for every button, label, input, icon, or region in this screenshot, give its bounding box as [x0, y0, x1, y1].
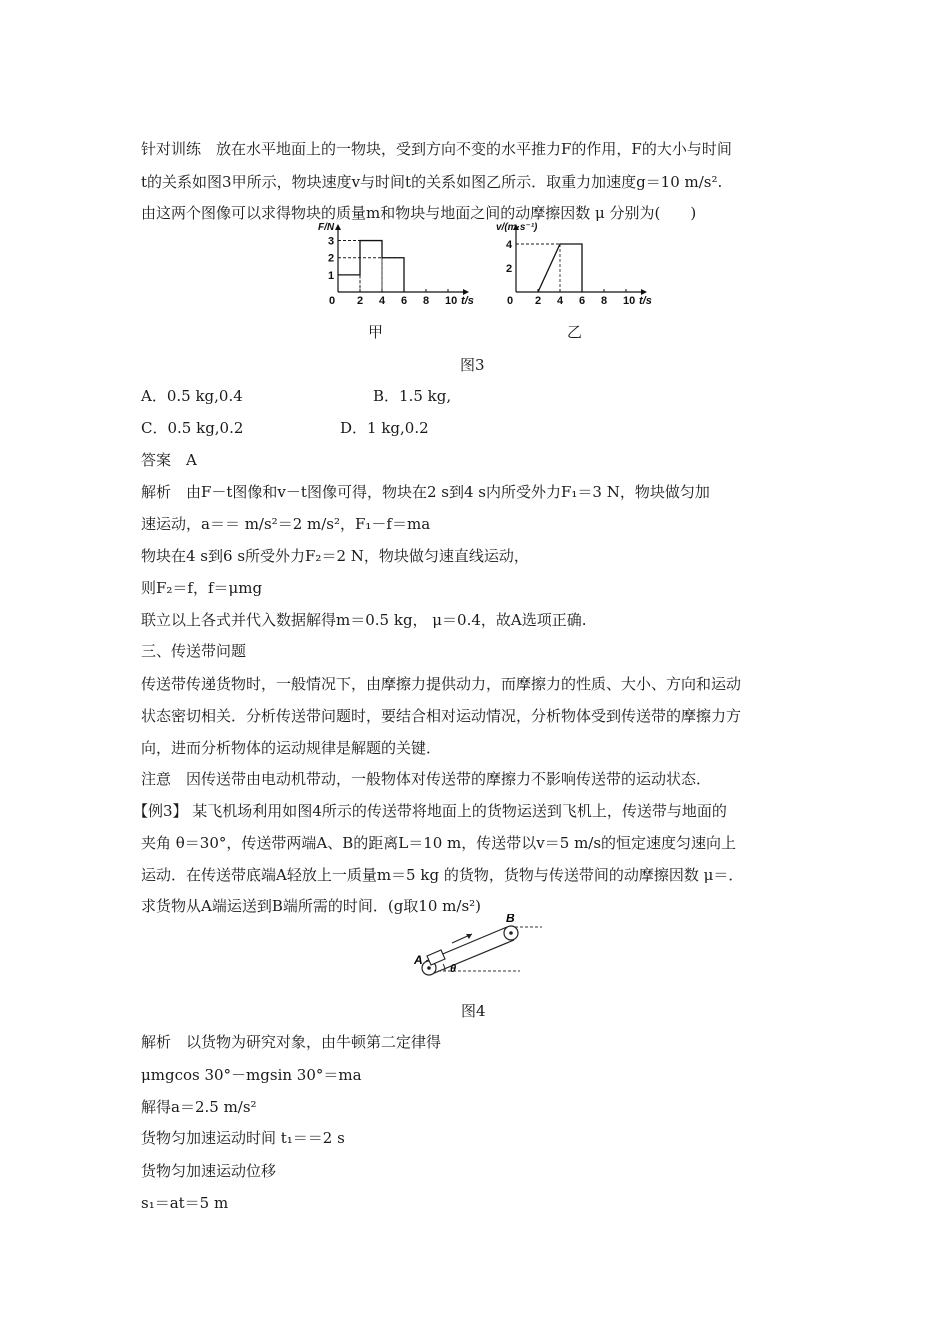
- belt-para-line1: 传送带传递货物时，一般情况下，由摩擦力提供动力，而摩擦力的性质、大小、方向和运动: [141, 675, 742, 693]
- series-line: [338, 241, 404, 292]
- x-tick-label: 8: [601, 295, 608, 307]
- conveyor-belt-diagram: [410, 914, 550, 986]
- y-tick-label: 1: [328, 269, 335, 282]
- y-tick-label: 2: [506, 263, 513, 275]
- x-tick-label: 10: [445, 295, 458, 307]
- x-tick-label: 2: [535, 295, 542, 307]
- y-tick-label: 3: [328, 235, 335, 248]
- option-c: C．0.5 kg,0.2: [141, 419, 244, 437]
- example3-line4: 求货物从A端运送到B端所需的时间．(g取10 m/s²): [141, 897, 482, 915]
- example3-line1: 【例3】 某飞机场利用如图4所示的传送带将地面上的货物运送到飞机上，传送带与地面的: [133, 802, 727, 820]
- para1-line2: t的关系如图3甲所示，物块速度v与时间t的关系如图乙所示．取重力加速度g＝10 m/s².: [141, 173, 723, 191]
- analysis2-line4: 货物匀加速运动时间 t₁＝＝2 s: [141, 1129, 345, 1147]
- x-tick-label: 6: [401, 295, 408, 307]
- y-axis-label: F/N: [318, 222, 335, 233]
- fig3-label-yi: 乙: [567, 323, 583, 341]
- analysis1-line2: 速运动，a＝＝ m/s²＝2 m/s²，F₁－f＝ma: [141, 515, 431, 533]
- y-tick-label: 2: [328, 252, 335, 265]
- analysis1-line4: 则F₂＝f，f＝μmg: [141, 579, 263, 597]
- x-tick-label: 2: [357, 295, 364, 307]
- chart-f-t: [300, 222, 480, 308]
- example3-line3: 运动．在传送带底端A轻放上一质量m＝5 kg 的货物，货物与传送带间的动摩擦因数 μ＝．: [141, 866, 744, 884]
- x-tick-label: 6: [579, 295, 586, 307]
- y-tick-label: 4: [506, 239, 513, 251]
- analysis2-line2: μmgcos 30°－mgsin 30°＝ma: [141, 1066, 362, 1084]
- x-tick-label: 4: [379, 295, 386, 307]
- label-theta: θ: [450, 963, 457, 975]
- analysis2-line6: s₁＝at＝5 m: [141, 1194, 229, 1212]
- chart-v-t: [478, 222, 658, 308]
- x-tick-label: 0: [329, 295, 336, 307]
- x-tick-label: 10: [623, 295, 636, 307]
- fig3-label-jia: 甲: [368, 323, 384, 341]
- fig4-caption: 图4: [461, 1002, 486, 1020]
- analysis1-line3: 物块在4 s到6 s所受外力F₂＝2 N，物块做匀速直线运动，: [141, 547, 529, 565]
- analysis2-line5: 货物匀加速运动位移: [141, 1162, 277, 1180]
- section-heading: 三、传送带问题: [141, 642, 247, 660]
- x-tick-label: 0: [507, 295, 514, 307]
- pulley-b-axle: [509, 931, 513, 935]
- belt-para-line3: 向，进而分析物体的运动规律是解题的关键．: [141, 739, 442, 757]
- para1-line1: 针对训练 放在水平地面上的一物块，受到方向不变的水平推力F的作用，F的大小与时间: [141, 140, 732, 158]
- analysis2-line3: 解得a＝2.5 m/s²: [141, 1098, 257, 1116]
- x-tick-label: 4: [557, 295, 564, 307]
- label-a: A: [414, 953, 423, 967]
- x-tick-label: 8: [423, 295, 430, 307]
- belt-para-line2: 状态密切相关．分析传送带问题时，要结合相对运动情况，分析物体受到传送带的摩擦力方: [141, 707, 742, 725]
- y-axis-label: v/(m·s⁻¹): [496, 222, 538, 233]
- fig3-caption: 图3: [460, 356, 485, 374]
- note-line: 注意 因传送带由电动机带动，一般物体对传送带的摩擦力不影响传送带的运动状态．: [141, 770, 712, 788]
- option-a: A．0.5 kg,0.4: [141, 387, 243, 405]
- option-b: B．1.5 kg,: [373, 387, 452, 405]
- option-d: D．1 kg,0.2: [340, 419, 429, 437]
- cargo-box: [427, 950, 445, 965]
- x-axis-label: t/s: [461, 295, 474, 307]
- example3-line2: 夹角 θ＝30°，传送带两端A、B的距离L＝10 m，传送带以v＝5 m/s的恒定速度匀速向上: [141, 834, 737, 852]
- analysis1-line5: 联立以上各式并代入数据解得m＝0.5 kg， μ＝0.4，故A选项正确.: [141, 611, 587, 629]
- analysis2-line1: 解析 以货物为研究对象，由牛顿第二定律得: [141, 1033, 442, 1051]
- answer-line: 答案 A: [141, 451, 197, 469]
- y-axis-arrow: [335, 224, 341, 230]
- x-axis-label: t/s: [639, 295, 652, 307]
- pulley-a-axle: [427, 966, 431, 970]
- analysis1-line1: 解析 由F－t图像和v－t图像可得，物块在2 s到4 s内所受外力F₁＝3 N，物块做匀加: [141, 483, 710, 501]
- label-b: B: [506, 914, 515, 925]
- para1-line3: 由这两个图像可以求得物块的质量m和物块与地面之间的动摩擦因数 μ 分别为( ): [141, 204, 697, 222]
